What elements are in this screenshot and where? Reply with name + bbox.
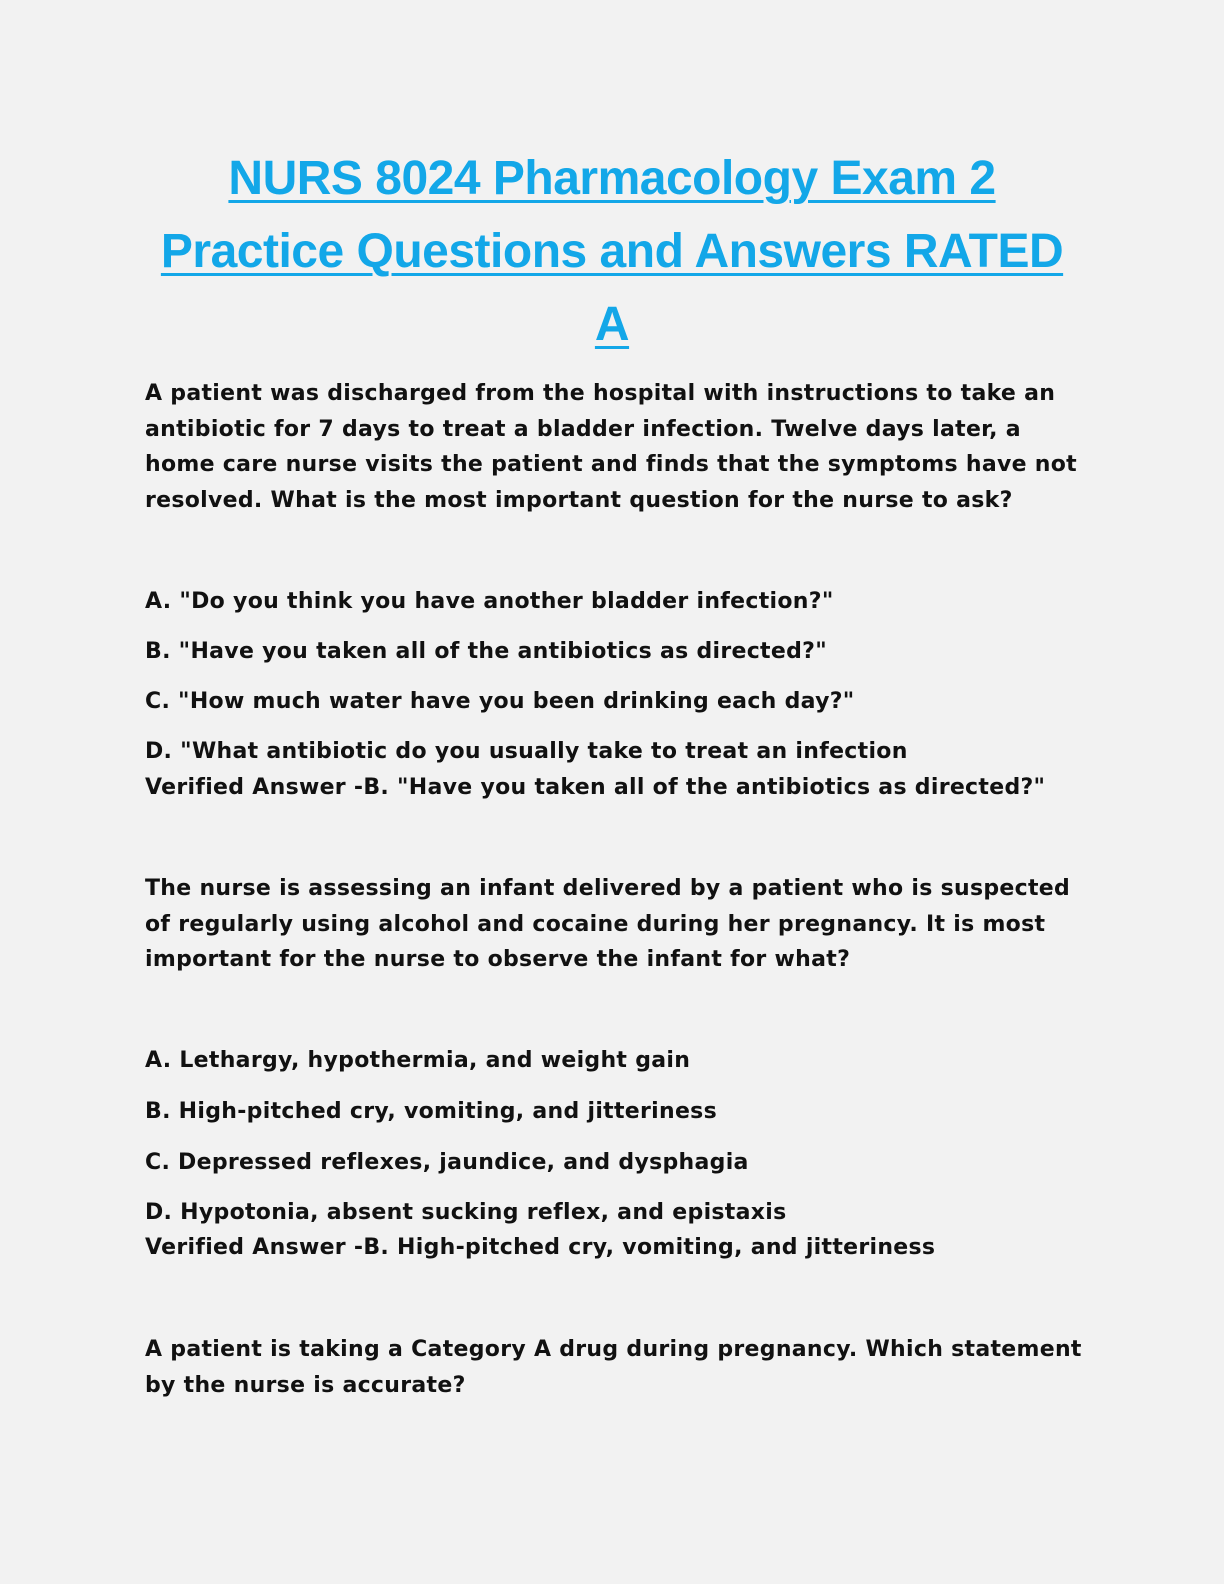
question-2-option-c: C. Depressed reflexes, jaundice, and dysphagia [145, 1150, 749, 1175]
question-1-answer: Verified Answer -B. "Have you taken all of the antibiotics as directed?" [145, 775, 1046, 800]
title-line-1: NURS 8024 Pharmacology Exam 2 [228, 152, 996, 205]
question-3 [145, 1332, 1090, 1403]
question-2 [145, 871, 1090, 978]
question-1-option-a: A. "Do you think you have another bladder infection?" [145, 589, 834, 614]
question-3-text: A patient is taking a Category A drug during pregnancy. Which statement by the nurse is accurate? [145, 1337, 1082, 1398]
document-title [140, 142, 1084, 361]
title-line-2: Practice Questions and Answers RATED [160, 225, 1064, 278]
question-1-option-c: C. "How much water have you been drinking each day?" [145, 689, 855, 714]
question-2-option-b: B. High-pitched cry, vomiting, and jitteriness [145, 1099, 717, 1124]
question-1-option-d: D. "What antibiotic do you usually take to treat an infection [145, 739, 908, 764]
question-1-text: A patient was discharged from the hospital with instructions to take an antibiotic for 7 days to treat a bladder infection. Twelve days later, a home care nurse visits the patient and finds that the symptoms have not resolved. What is the most important question for the nurse to ask? [145, 381, 1077, 513]
question-1 [145, 376, 1090, 518]
question-2-option-a: A. Lethargy, hypothermia, and weight gain [145, 1048, 691, 1073]
question-2-answer: Verified Answer -B. High-pitched cry, vomiting, and jitteriness [145, 1235, 936, 1260]
question-1-option-b: B. "Have you taken all of the antibiotics as directed?" [145, 639, 827, 664]
title-line-3: A [594, 298, 630, 351]
question-2-text: The nurse is assessing an infant delivered by a patient who is suspected of regularly using alcohol and cocaine during her pregnancy. It is most important for the nurse to observe the infant for what? [145, 876, 1071, 972]
question-2-option-d: D. Hypotonia, absent sucking reflex, and epistaxis [145, 1200, 787, 1225]
